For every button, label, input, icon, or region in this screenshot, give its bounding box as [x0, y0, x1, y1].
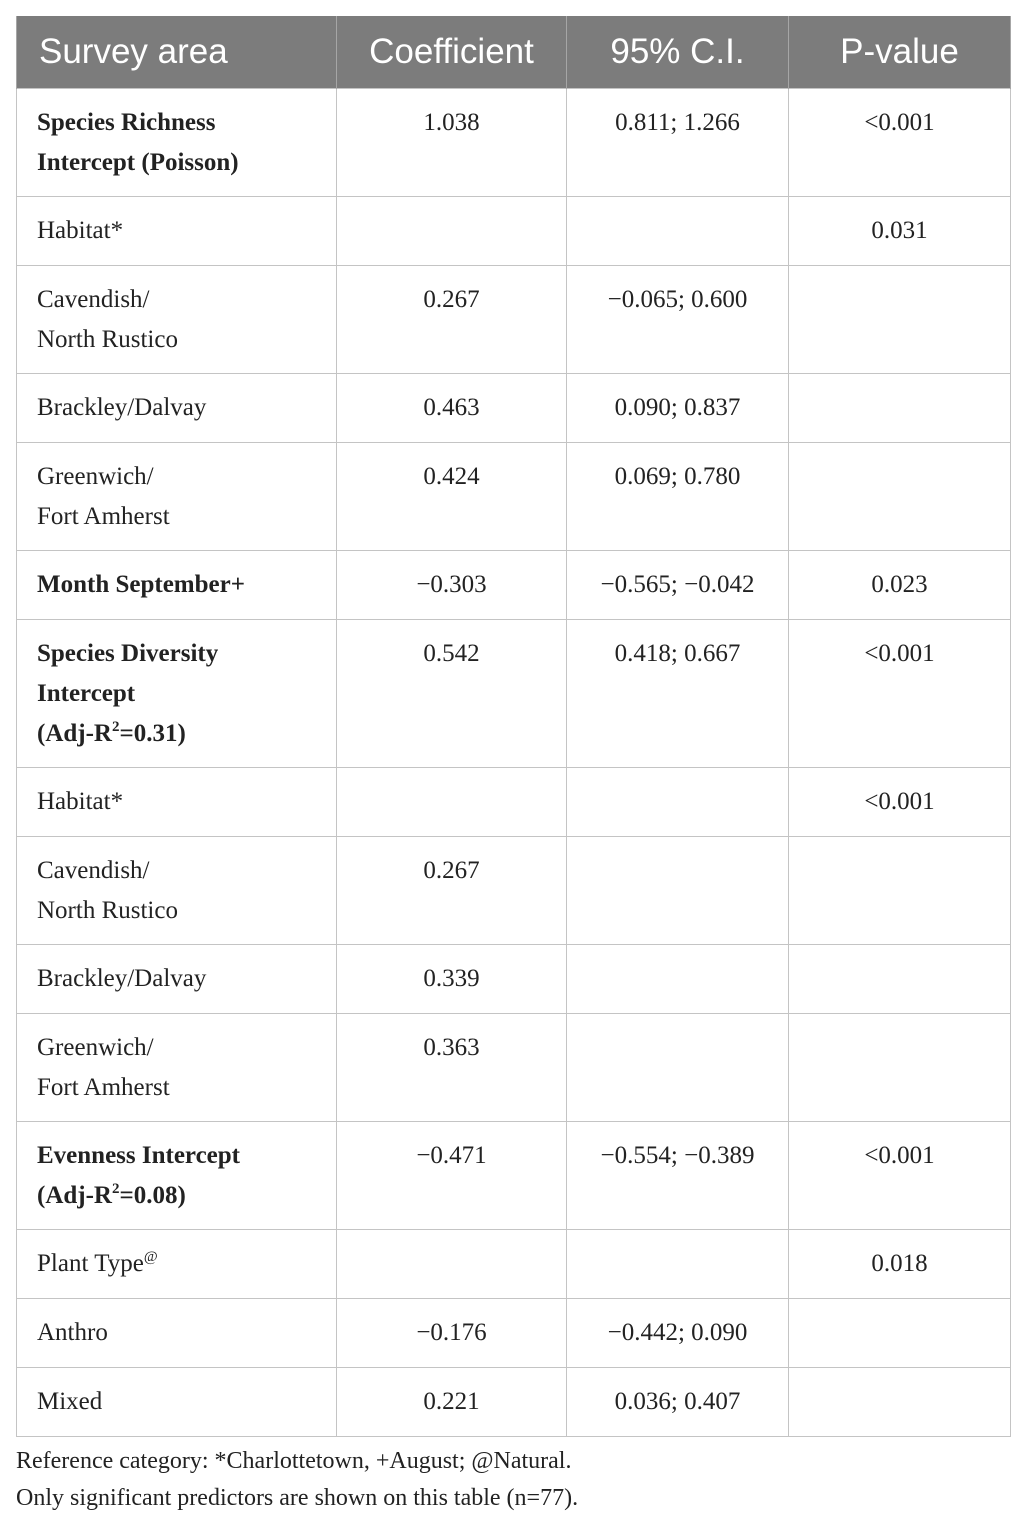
ci-cell	[567, 837, 789, 945]
ci-cell: −0.065; 0.600	[567, 266, 789, 374]
p-value-cell	[789, 266, 1011, 374]
table-row	[17, 837, 1011, 945]
row-label-text: (Adj-R	[37, 720, 112, 747]
row-label-line: North Rustico	[37, 897, 178, 924]
coefficient-cell: 0.267	[337, 266, 567, 374]
row-label	[17, 1299, 337, 1368]
row-label-line: Species Richness	[37, 109, 216, 136]
coefficient-cell: 1.038	[337, 89, 567, 197]
header-coefficient: Coefficient	[337, 16, 567, 89]
ci-cell: −0.554; −0.389	[567, 1122, 789, 1230]
row-label-line: Intercept	[37, 680, 136, 707]
coefficient-cell: 0.267	[337, 837, 567, 945]
table-body	[17, 89, 1011, 1437]
table-row	[17, 89, 1011, 197]
coefficient-cell: 0.463	[337, 374, 567, 443]
p-value-cell	[789, 1014, 1011, 1122]
table-row	[17, 443, 1011, 551]
row-label-line: Cavendish/	[37, 286, 150, 313]
coefficient-cell: 0.542	[337, 620, 567, 768]
row-label-line	[37, 1176, 336, 1216]
row-label-line	[37, 1244, 336, 1284]
coefficient-cell: −0.176	[337, 1299, 567, 1368]
row-label-line: Month September+	[37, 571, 245, 598]
p-value-cell	[789, 1368, 1011, 1437]
footnote-reference-category: Reference category: *Charlottetown, +August; @Natural.	[16, 1448, 572, 1474]
row-label-text: Plant Type	[37, 1250, 144, 1277]
row-label	[17, 443, 337, 551]
table-row	[17, 1014, 1011, 1122]
p-value-cell	[789, 1299, 1011, 1368]
regression-table	[16, 16, 1011, 1437]
row-label	[17, 837, 337, 945]
row-label	[17, 945, 337, 1014]
table-row	[17, 620, 1011, 768]
header-row	[17, 16, 1011, 89]
table-row	[17, 1299, 1011, 1368]
row-label-line: Species Diversity	[37, 640, 219, 667]
coefficient-cell: 0.424	[337, 443, 567, 551]
table-row	[17, 1122, 1011, 1230]
row-label-superscript: @	[143, 1249, 158, 1265]
row-label-line: Cavendish/	[37, 857, 150, 884]
header-p-value: P-value	[789, 16, 1011, 89]
row-label-line: Habitat*	[37, 217, 124, 244]
row-label	[17, 768, 337, 837]
ci-cell: −0.442; 0.090	[567, 1299, 789, 1368]
coefficient-cell	[337, 197, 567, 266]
row-label-text: =0.31)	[119, 720, 186, 747]
row-label	[17, 374, 337, 443]
row-label	[17, 551, 337, 620]
row-label	[17, 266, 337, 374]
coefficient-cell: 0.339	[337, 945, 567, 1014]
header-ci: 95% C.I.	[567, 16, 789, 89]
ci-cell	[567, 768, 789, 837]
row-label-line: Fort Amherst	[37, 1074, 170, 1101]
ci-cell: 0.418; 0.667	[567, 620, 789, 768]
table-row	[17, 1230, 1011, 1299]
ci-cell: 0.090; 0.837	[567, 374, 789, 443]
p-value-cell: 0.031	[789, 197, 1011, 266]
p-value-cell	[789, 374, 1011, 443]
table-container	[16, 16, 1010, 1437]
p-value-cell	[789, 443, 1011, 551]
p-value-cell	[789, 945, 1011, 1014]
ci-cell: 0.069; 0.780	[567, 443, 789, 551]
ci-cell	[567, 1230, 789, 1299]
row-label-line: Greenwich/	[37, 1034, 154, 1061]
coefficient-cell: 0.363	[337, 1014, 567, 1122]
p-value-cell: <0.001	[789, 1122, 1011, 1230]
row-label-superscript: 2	[112, 719, 120, 735]
coefficient-cell	[337, 1230, 567, 1299]
p-value-cell: 0.018	[789, 1230, 1011, 1299]
row-label-line: Intercept (Poisson)	[37, 149, 239, 176]
p-value-cell: 0.023	[789, 551, 1011, 620]
table-row	[17, 768, 1011, 837]
table-row	[17, 1368, 1011, 1437]
ci-cell: −0.565; −0.042	[567, 551, 789, 620]
ci-cell: 0.811; 1.266	[567, 89, 789, 197]
table-row	[17, 551, 1011, 620]
row-label-line: Greenwich/	[37, 463, 154, 490]
row-label-text: (Adj-R	[37, 1182, 112, 1209]
p-value-cell: <0.001	[789, 89, 1011, 197]
p-value-cell: <0.001	[789, 620, 1011, 768]
row-label	[17, 1122, 337, 1230]
table-row	[17, 374, 1011, 443]
row-label-superscript: 2	[112, 1181, 120, 1197]
row-label-text: =0.08)	[119, 1182, 186, 1209]
row-label	[17, 197, 337, 266]
table-row	[17, 266, 1011, 374]
table-row	[17, 945, 1011, 1014]
coefficient-cell	[337, 768, 567, 837]
row-label-line: Evenness Intercept	[37, 1142, 241, 1169]
p-value-cell: <0.001	[789, 768, 1011, 837]
p-value-cell	[789, 837, 1011, 945]
coefficient-cell: −0.471	[337, 1122, 567, 1230]
row-label	[17, 1014, 337, 1122]
table-footnotes	[16, 1443, 1010, 1517]
coefficient-cell: 0.221	[337, 1368, 567, 1437]
row-label-line: Fort Amherst	[37, 503, 170, 530]
row-label-line: Habitat*	[37, 788, 124, 815]
row-label	[17, 620, 337, 768]
row-label-line: Mixed	[37, 1388, 103, 1415]
row-label-line: Brackley/Dalvay	[37, 965, 207, 992]
ci-cell	[567, 945, 789, 1014]
row-label-line: Brackley/Dalvay	[37, 394, 207, 421]
table-row	[17, 197, 1011, 266]
row-label	[17, 1368, 337, 1437]
footnote-significant-predictors: Only significant predictors are shown on this table (n=77).	[16, 1485, 579, 1511]
ci-cell	[567, 1014, 789, 1122]
ci-cell	[567, 197, 789, 266]
header-survey-area: Survey area	[17, 16, 337, 89]
row-label-line: Anthro	[37, 1319, 108, 1346]
ci-cell: 0.036; 0.407	[567, 1368, 789, 1437]
coefficient-cell: −0.303	[337, 551, 567, 620]
row-label	[17, 1230, 337, 1299]
row-label	[17, 89, 337, 197]
row-label-line	[37, 714, 336, 754]
row-label-line: North Rustico	[37, 326, 178, 353]
